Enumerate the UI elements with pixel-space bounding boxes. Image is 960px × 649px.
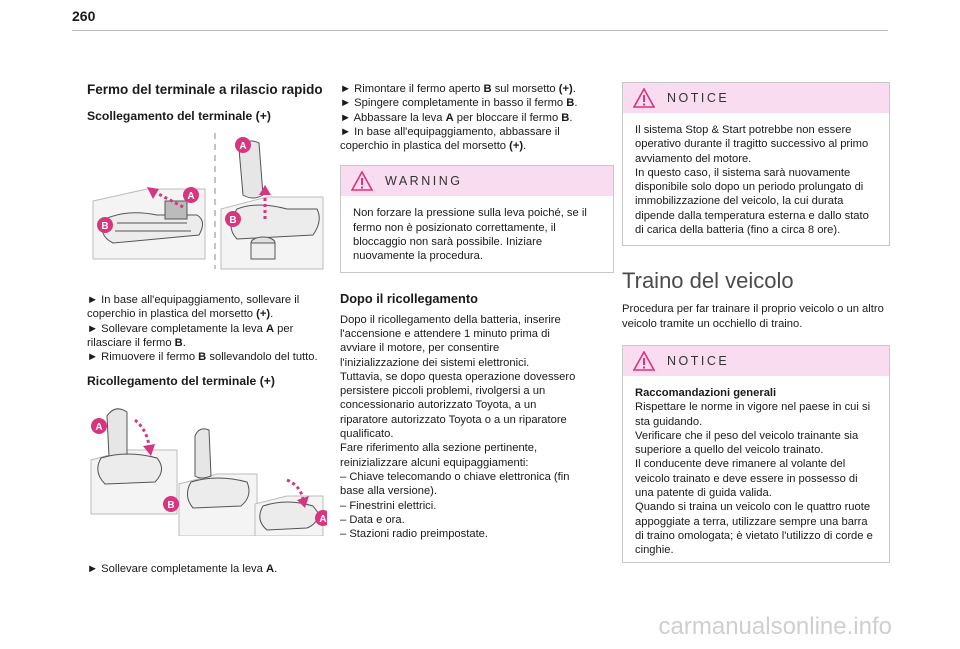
svg-text:B: B (101, 221, 109, 232)
subsection-disconnect: Scollegamento del terminale (+) (87, 109, 271, 123)
notice-box-towing (622, 345, 890, 563)
reconnect-steps (340, 82, 580, 153)
reconnect-step: ► Sollevare completamente la leva A. (87, 563, 278, 576)
column-left (87, 82, 327, 577)
section-title: Fermo del terminale a rilascio rapido (87, 82, 323, 97)
warning-box (340, 165, 614, 272)
svg-text:B: B (229, 215, 237, 226)
notice-body-towing: Raccomandazioni generali Rispettare le norme in vigore nel paese in cui si sta guidando. Verificare che il peso del veicolo trainante sia superiore a quello del veicolo trainato. Il conducente deve rimanere al volante del veicolo trainato e deve essere in possesso di una patente di guida valida. Quando si traina un veicolo con le quattro ruote appoggiate a terra, utilizzare sempre una barra di traino omologata; è vietato l'utilizzo di corde e cinghie. (623, 376, 889, 562)
after-reconnect-title: Dopo il ricollegamento (340, 290, 478, 306)
column-middle (340, 82, 587, 541)
svg-text:A: A (187, 191, 195, 202)
svg-text:A: A (239, 141, 247, 152)
warning-body (341, 196, 613, 271)
column-right (622, 82, 890, 563)
notice-label-towing: NOTICE (667, 353, 730, 368)
towing-title: Traino del veicolo (622, 268, 794, 294)
notice-body: Il sistema Stop & Start potrebbe non essere operativo durante il tragitto successivo al primo avviamento del motore. In questo caso, il sistema sarà nuovamente disponibile solo dopo un periodo prolungato di immobilizzazione del veicolo, la cui durata dipende dalla temperatura esterna e dallo stato di carica della batteria (fino a circa 8 ore). (635, 124, 869, 237)
towing-intro: Procedura per far trainare il proprio veicolo o un altro veicolo tramite un occhiello di traino. (622, 303, 884, 330)
warning-icon (351, 171, 373, 191)
notice-header-towing (623, 346, 889, 376)
watermark: carmanualsonline.info (658, 613, 892, 640)
terminal-illustration (87, 131, 327, 271)
step-7: ► In base all'equipaggiamento, abbassare il coperchio in plastica del morsetto (+). (340, 125, 560, 153)
warning-header (341, 166, 613, 196)
after-reconnect-text: Dopo il ricollegamento della batteria, inserire l'accensione e attendere 1 minuto prima di avviare il motore, per consentire l'inizializzazione dei sistemi elettronici. Tuttavia, se dopo questa operazione dovessero persistere piccoli problemi, rivolgersi a un concessionario autorizzato Toyota, a un riparatore autorizzato Toyota o a un riparatore qualificato. Fare riferimento alla sezione pertinente, reinizializzare alcuni equipaggiamenti: – Chiave telecomando o chiave elettronica (fin base alla versione). – Finestrini elettrici. – Data e ora. – Stazioni radio preimpostate. (340, 313, 576, 541)
svg-text:B: B (167, 500, 175, 512)
page-number: 260 (72, 8, 96, 24)
notice-icon (633, 88, 655, 108)
notice-header (623, 83, 889, 113)
svg-text:A: A (319, 514, 327, 526)
notice-icon (633, 351, 655, 371)
disconnect-figure (87, 131, 327, 271)
warning-text: Non forzare la pressione sulla leva poiché, se il fermo non è posizionato correttamente, il bloccaggio non sarà possibile. Iniziare nuovamente la procedura. (353, 207, 587, 263)
step-1: ► In base all'equipaggiamento, sollevare il coperchio in plastica del morsetto (+). (87, 294, 300, 321)
step-3: ► Rimuovere il fermo B sollevandolo del tutto. (87, 351, 318, 364)
notice-box-stop-start (622, 82, 890, 246)
step-6: ► Abbassare la leva A per bloccare il fermo B. (340, 111, 573, 124)
step-5: ► Spingere completamente in basso il fermo B. (340, 97, 578, 110)
subsection-reconnect: Ricollegamento del terminale (+) (87, 374, 275, 389)
disconnect-steps (87, 293, 327, 364)
step-4: ► Rimontare il fermo aperto B sul morsetto (+). (340, 83, 576, 95)
warning-label: WARNING (385, 174, 463, 189)
reconnect-figure (87, 396, 327, 536)
notice-label: NOTICE (667, 91, 730, 105)
header-rule (72, 30, 888, 31)
general-recommendations: Raccomandazioni generali (635, 386, 777, 399)
svg-text:A: A (95, 422, 103, 434)
terminal-reconnect-illustration (87, 396, 327, 536)
step-2: ► Sollevare completamente la leva A per rilasciare il fermo B. (87, 322, 294, 349)
